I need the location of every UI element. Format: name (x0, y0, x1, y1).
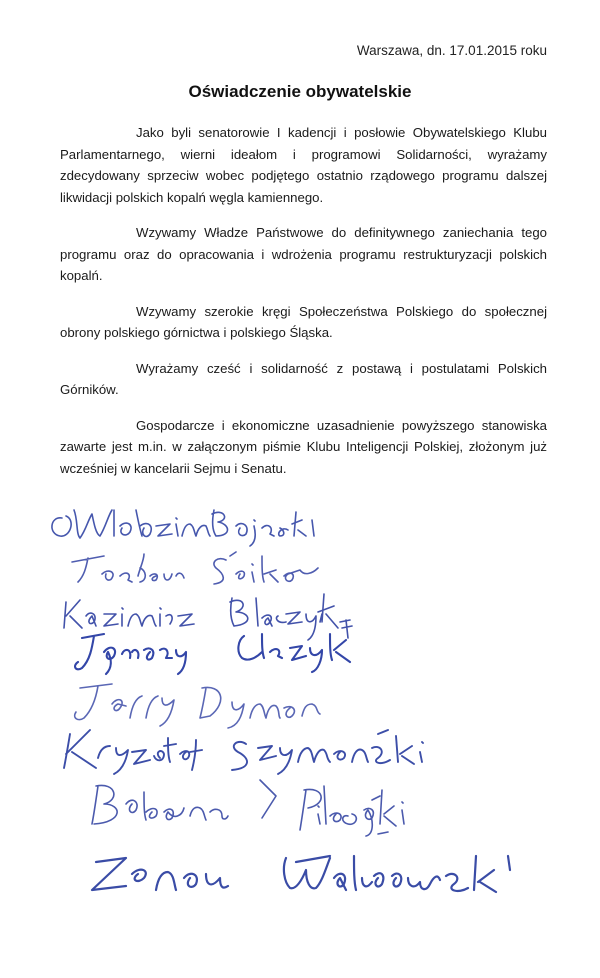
signature-6 (64, 730, 423, 774)
signature-3 (64, 594, 352, 640)
signature-8 (92, 856, 510, 892)
signatures-drawing (0, 490, 600, 978)
paragraph: Jako byli senatorowie I kadencji i posłowie Obywatelskiego Klubu Parlamentarnego, wierni ideałom i programowi Solidarności, wyrażamy zdecydowany sprzeciw wobec podjętego ostatnio rządowego programu dalszej likwidacji polskich kopalń węgla kamiennego. (60, 125, 547, 205)
paragraph: Wyrażamy cześć i solidarność z postawą i postulatami Polskich Górników. (60, 360, 547, 397)
paragraph: Wzywamy szerokie kręgi Społeczeństwa Polskiego do społecznej obrony polskiego górnictwa i polskiego Śląska. (60, 303, 547, 340)
signatures-area (0, 490, 600, 978)
signature-5 (75, 684, 320, 728)
paragraph: Wzywamy Władze Państwowe do definitywnego zaniechania tego programu oraz do opracowania i wdrożenia programu restrukturyzacji polskich kopalń. (60, 225, 547, 283)
document-title: Oświadczenie obywatelskie (188, 82, 412, 101)
place-date: Warszawa, dn. 17.01.2015 roku (356, 43, 547, 58)
paragraph: Gospodarcze i ekonomiczne uzasadnienie powyższego stanowiska zawarte jest m.in. w załączonym piśmie Klubu Inteligencji Polskiej, złożonym już wcześniej w kancelarii Sejmu i Senatu. (60, 417, 547, 476)
signature-7 (92, 780, 404, 836)
signature-2 (72, 552, 318, 584)
signature-1 (52, 510, 314, 546)
document-body (60, 122, 547, 493)
